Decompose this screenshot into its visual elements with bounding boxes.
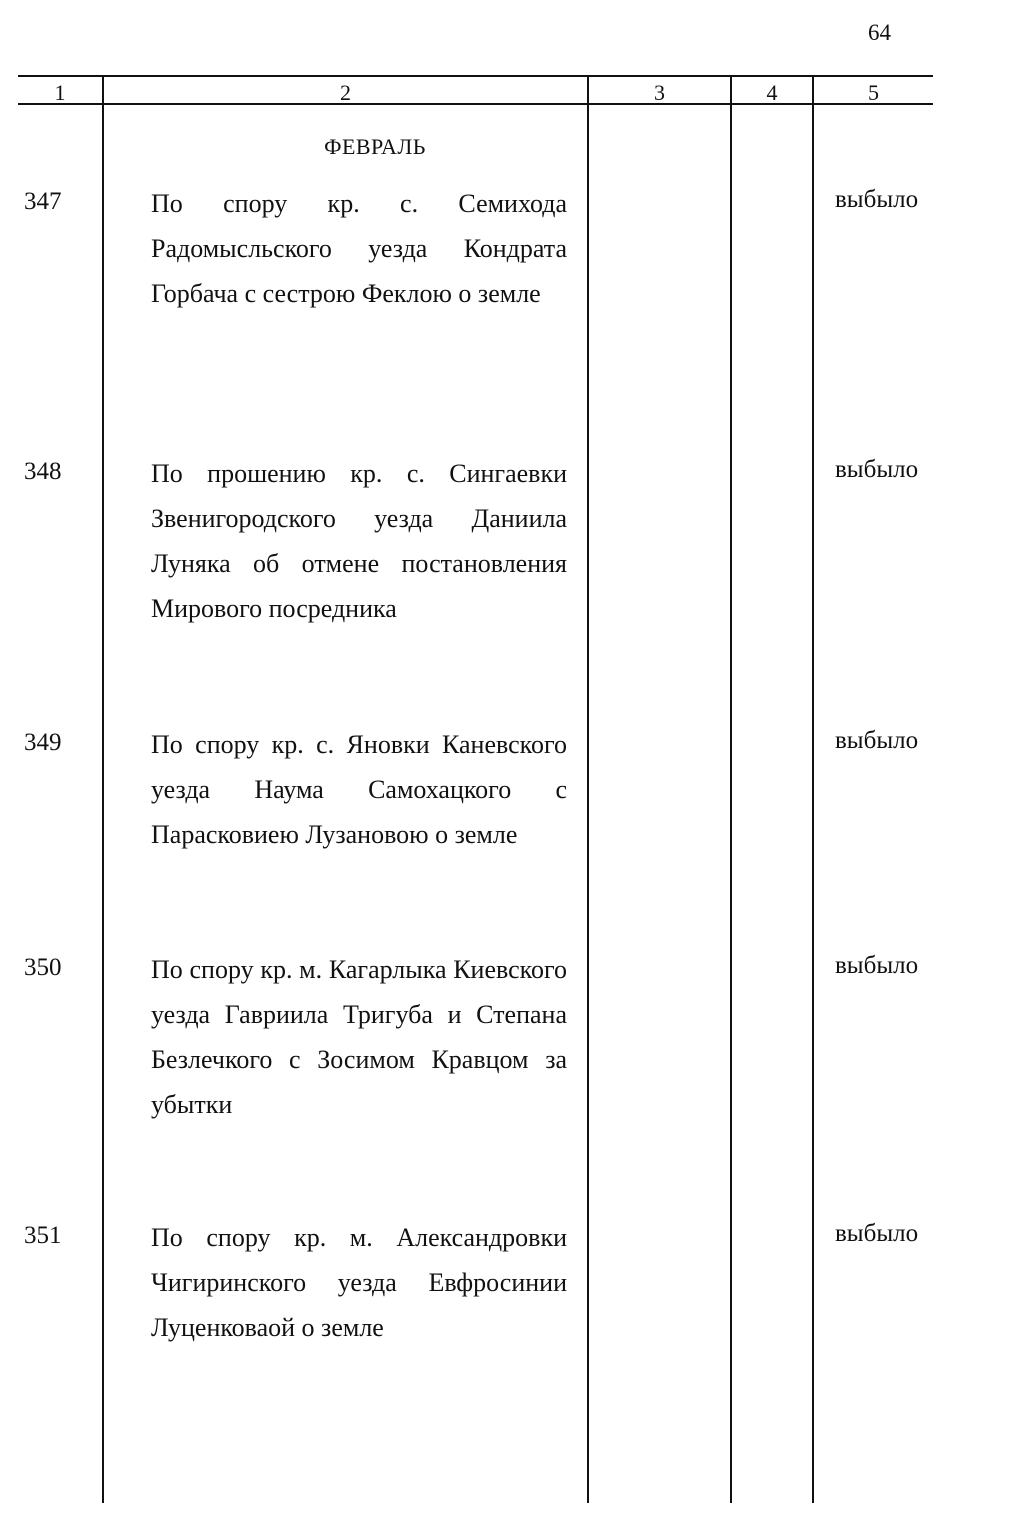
table-top-rule <box>18 75 933 77</box>
entry-status: выбыло <box>835 186 919 213</box>
entry-status: выбыло <box>835 952 919 979</box>
page-number: 64 <box>868 20 891 45</box>
entry-text: По прошению кр. с. Сингаевки Звенигородского уезда Даниила Луняка об отмене постановления Мирового посредника <box>151 459 567 623</box>
column-divider-1 <box>102 75 104 1503</box>
entry-status: выбыло <box>835 1220 919 1247</box>
column-header-2: 2 <box>340 80 351 105</box>
column-header-5: 5 <box>868 80 879 105</box>
entry-status: выбыло <box>835 727 919 754</box>
entry-number: 348 <box>24 458 62 485</box>
column-header-1: 1 <box>54 80 66 105</box>
entry-number: 349 <box>24 729 62 756</box>
column-divider-3 <box>730 75 732 1503</box>
column-header-4: 4 <box>766 80 778 105</box>
entry-status: выбыло <box>835 456 919 483</box>
entry-text: По спору кр. с. Семихода Радомысльского уезда Кондрата Горбача с сестрою Феклою о земле <box>151 189 567 308</box>
column-divider-2 <box>587 75 589 1503</box>
entry-text: По спору кр. с. Яновки Каневского уезда Наума Самохацкого с Парасковиею Лузановою о земле <box>151 730 567 849</box>
entry-number: 347 <box>24 188 62 215</box>
column-divider-4 <box>812 75 814 1503</box>
entry-number: 351 <box>24 1222 62 1249</box>
entry-number: 350 <box>24 954 62 981</box>
column-header-3: 3 <box>654 80 665 105</box>
entry-text: По спору кр. м. Александровки Чигиринского уезда Евфросинии Луценковаой о земле <box>151 1223 567 1342</box>
month-heading: ФЕВРАЛЬ <box>324 134 426 159</box>
entry-text: По спору кр. м. Кагарлыка Киевского уезда Гавриила Тригуба и Степана Безлечкого с Зосимом Кравцом за убытки <box>151 955 567 1119</box>
